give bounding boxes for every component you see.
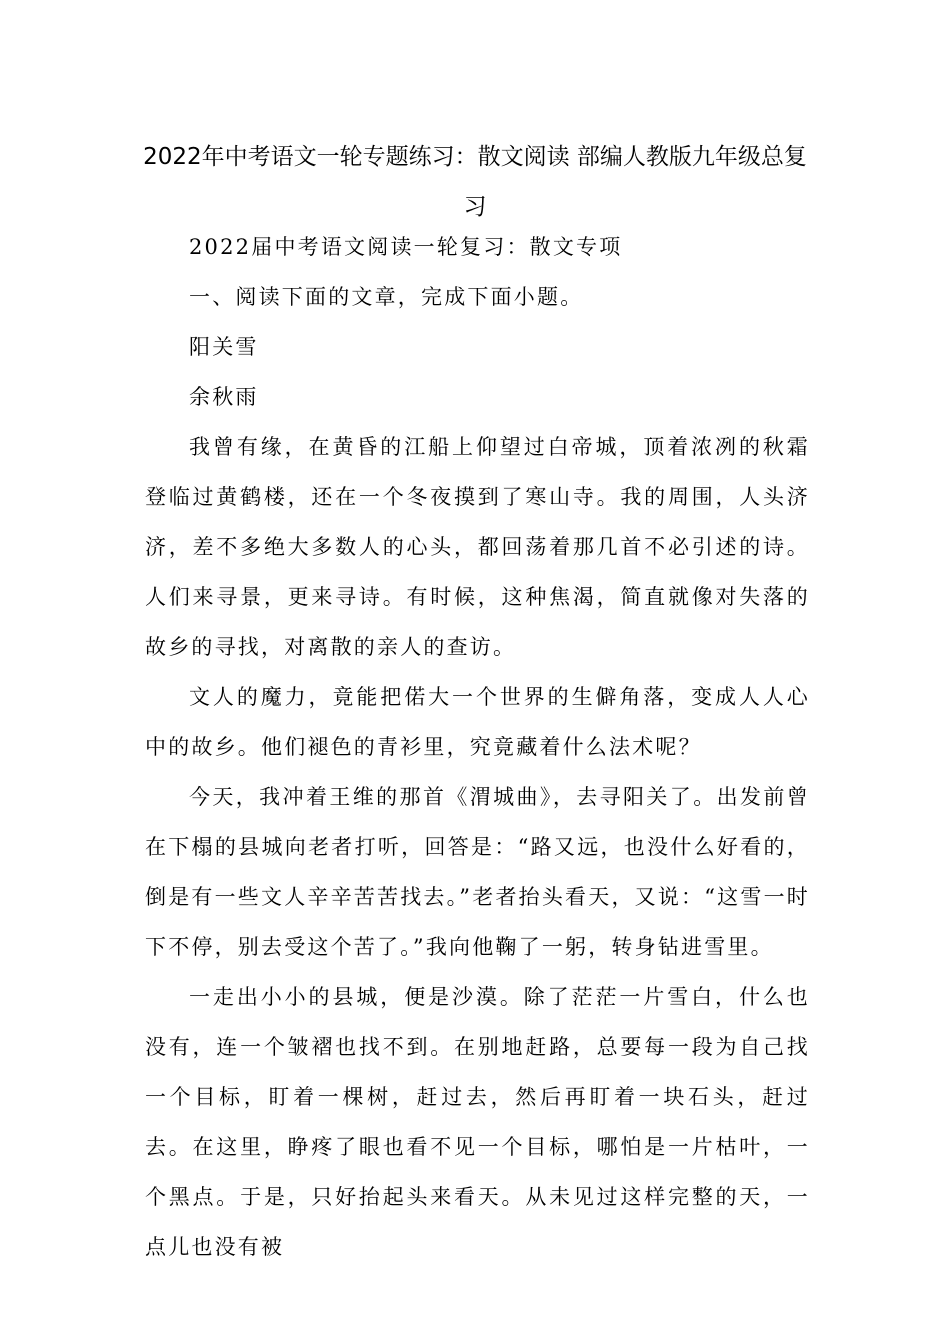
essay-paragraph: 文人的魔力，竟能把偌大一个世界的生僻角落，变成人人心中的故乡。他们褪色的青衫里，究竟藏着什么法术呢？ [145, 685, 810, 759]
essay-author: 余秋雨 [189, 385, 259, 409]
essay-title: 阳关雪 [189, 335, 259, 359]
instruction-line: 一、阅读下面的文章，完成下面小题。 [189, 285, 584, 309]
essay-paragraph: 我曾有缘，在黄昏的江船上仰望过白帝城，顶着浓冽的秋霜登临过黄鹤楼，还在一个冬夜摸到了寒山寺。我的周围，人头济济，差不多绝大多数人的心头，都回荡着那几首不必引述的诗。人们来寻景，更来寻诗。有时候，这种焦渴，简直就像对失落的故乡的寻找，对离散的亲人的查访。 [145, 435, 810, 659]
document-body [145, 222, 810, 1272]
essay-paragraph: 一走出小小的县城，便是沙漠。除了茫茫一片雪白，什么也没有，连一个皱褶也找不到。在别地赶路，总要每一段为自己找一个目标，盯着一棵树，赶过去，然后再盯着一块石头，赶过去。在这里，睁疼了眼也看不见一个目标，哪怕是一片枯叶，一个黑点。于是，只好抬起头来看天。从未见过这样完整的天，一点儿也没有被 [145, 985, 810, 1259]
document-title: 2022年中考语文一轮专题练习：散文阅读 部编人教版九年级总复习 [143, 144, 807, 220]
essay-paragraph: 今天，我冲着王维的那首《渭城曲》，去寻阳关了。出发前曾在下榻的县城向老者打听，回答是：“路又远，也没什么好看的，倒是有一些文人辛辛苦苦找去。”老者抬头看天，又说：“这雪一时下不停，别去受这个苦了。”我向他鞠了一躬，转身钻进雪里。 [145, 785, 810, 959]
subtitle-line: 2022届中考语文阅读一轮复习：散文专项 [189, 235, 623, 259]
